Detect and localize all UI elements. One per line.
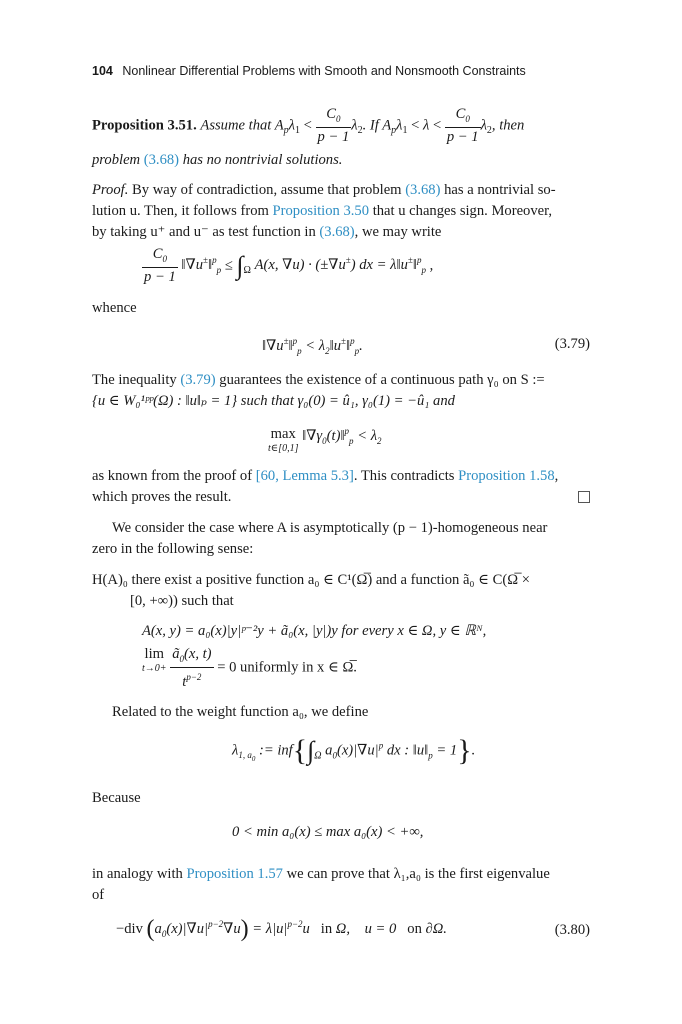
proposition-label: Proposition 3.51. [92,117,197,134]
equation-min-max: 0 < min a₀(x) ≤ max a₀(x) < +∞, [232,824,424,840]
ref-3-68[interactable]: (3.68) [143,152,180,168]
proof-label: Proof. [92,182,129,198]
running-title: Nonlinear Differential Problems with Smooth and Nonsmooth Constraints [122,64,526,78]
proposition-statement: Proposition 3.51. Assume that $A_p\lambda_1$ < $\frac{C_0}{p - 1}$ $\lambda_2$. If $A_p\lambda_1 < \lambda$ < $\frac{C_0}{p - 1}$ $\lambda_2$, then [92,106,525,145]
equation-hypothesis-1: A(x, y) = a₀(x)|y|ᵖ⁻²y + ã₀(x, |y|)y for every x ∈ Ω, y ∈ ℝᴺ, [142,623,487,639]
asymptotic-paragraph: We consider the case where A is asymptotically (p − 1)-homogeneous near zero in the following sense: [92,520,548,557]
ref-3-68-b[interactable]: (3.68) [405,182,441,198]
hypothesis-label: H(A)₀ [92,572,128,588]
equation-number-3-79: (3.79) [554,336,590,352]
eigenvalue-paragraph: in analogy with Proposition 1.57 we can prove that λ₁,a₀ is the first eigenvalue of [92,866,550,903]
whence-text: whence [92,300,137,316]
running-header [92,64,526,78]
hypothesis-h-a0: H(A)₀ there exist a positive function a₀ ∈ C¹(Ω̅) and a function ã₀ ∈ C(Ω̅ × [0, +∞)) such that [92,572,530,609]
proposition-line-2: problem (3.68) has no nontrivial solutions. [92,152,343,168]
weight-function-paragraph: Related to the weight function a₀, we define [112,704,369,720]
equation-max-path: max t∈[0,1] $‖\nabla\gamma_0(t)‖^p_p < \lambda_2$ [268,426,382,454]
ref-proposition-3-50[interactable]: Proposition 3.50 [272,203,370,219]
contradiction-paragraph: as known from the proof of [60, Lemma 5.3]. This contradicts Proposition 1.58, which proves the result. [92,466,590,508]
ref-60-lemma-5-3[interactable]: [60, Lemma 5.3] [255,468,354,484]
equation-3-79: ‖∇u±‖$^p_p$ < $\lambda_2‖u^\pm‖^p_p$. [262,336,363,356]
because-text: Because [92,790,141,806]
proof-paragraph: Proof. By way of contradiction, assume that problem (3.68) has a nontrivial so- lution u. Then, it follows from Proposition 3.50 that u changes sign. Moreover, by taking u⁺ and u⁻ as test function in (3.68), we may write [92,182,556,240]
equation-number-3-80: (3.80) [554,922,590,938]
ref-3-79[interactable]: (3.79) [180,372,216,388]
ref-proposition-1-57[interactable]: Proposition 1.57 [186,866,283,882]
inequality-paragraph: The inequality (3.79) guarantees the existence of a continuous path γ₀ on S := {u ∈ W₀¹ᵖᵖ(Ω) : ‖u‖ₚ = 1} such that γ₀(0) = û₁, γ₀(1) = −û₁ and [92,372,545,409]
page-number: 104 [92,64,113,78]
ref-3-68-c[interactable]: (3.68) [319,224,355,240]
equation-test-function: $\frac{C_0}{p - 1}$ ‖∇u±‖$^p_p$ ≤ $\int_\Omega$ A(x, ∇u) · (±∇u±) dx = λ‖u±‖$^p_p$ , [144,246,434,285]
ref-proposition-1-58[interactable]: Proposition 1.58 [458,468,555,484]
equation-3-80: −div $(a_0(x)|\nabla u|^{p-2}\nabla u) = \lambda|u|^{p-2}u$ in Ω, u = 0 on ∂Ω. [116,916,447,942]
equation-hypothesis-2: lim t→0+ $\frac{ã_0(x, t)}{t^{p-2}}$ = 0 uniformly in x ∈ Ω̅. [142,646,357,690]
equation-lambda-definition: $\lambda_{1, a_0}$ := $inf\{\int_\Omega$ $a_0(x)|\nabla u|^p$ dx : $‖u‖_p = 1$}. [232,734,476,767]
qed-box-icon [578,491,590,503]
